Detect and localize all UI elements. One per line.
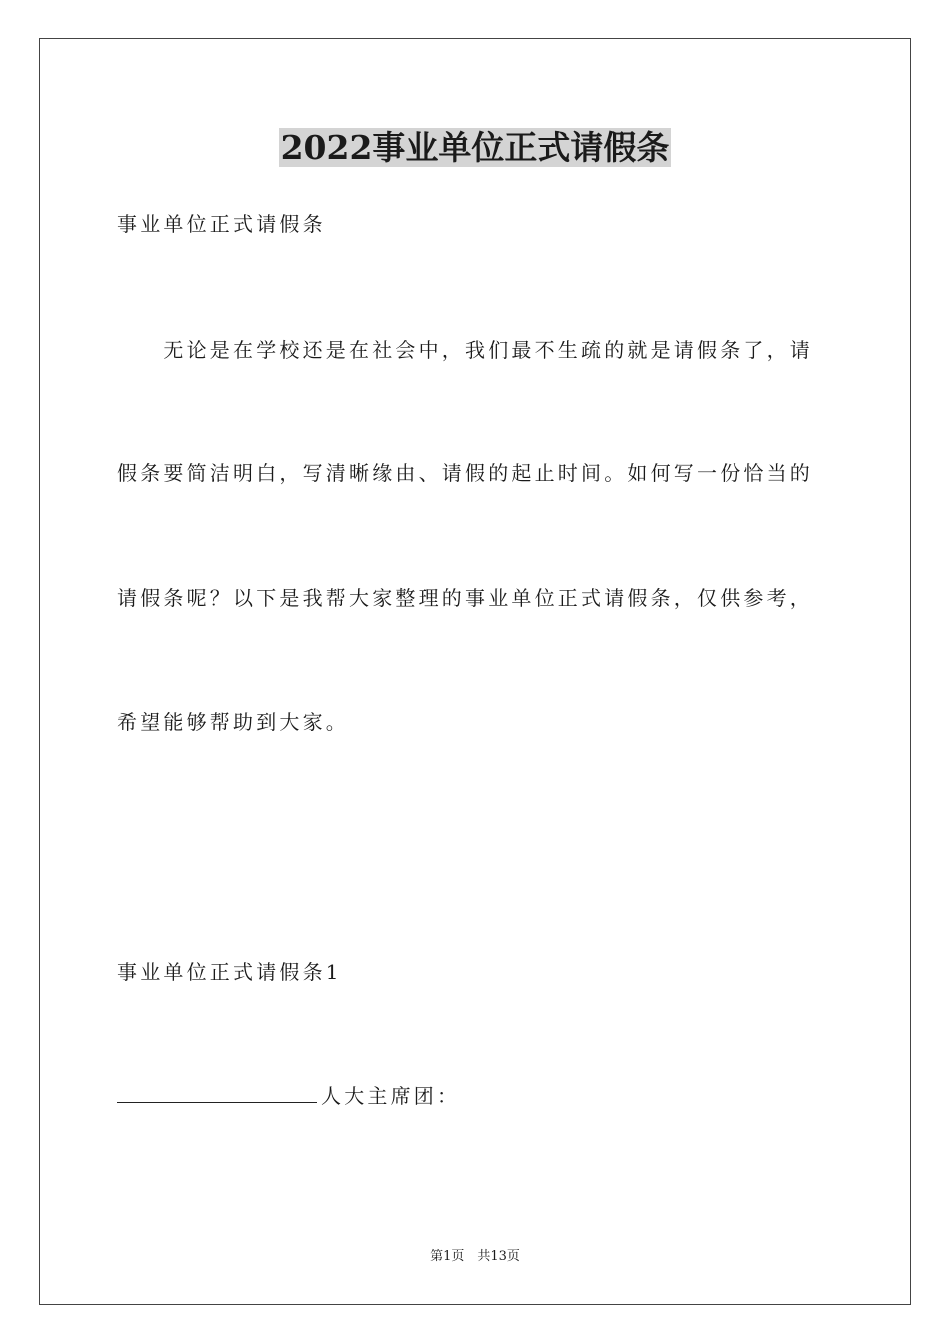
intro-line-1: 无论是在学校还是在社会中，我们最不生疏的就是请假条了，请 [117,338,813,362]
recipient-blank [117,1084,317,1103]
section-heading: 事业单位正式请假条1 [117,960,342,984]
salutation-line [117,1082,460,1110]
document-title-text: 2022事业单位正式请假条 [280,128,670,167]
salutation-text: 人大主席团： [321,1084,461,1108]
intro-line-3: 请假条呢？以下是我帮大家整理的事业单位正式请假条，仅供参考， [117,586,813,610]
document-title [0,126,950,170]
intro-line-2: 假条要简洁明白，写清晰缘由、请假的起止时间。如何写一份恰当的 [117,461,813,485]
subtitle: 事业单位正式请假条 [117,212,326,236]
intro-line-4: 希望能够帮助到大家。 [117,710,349,734]
page-footer: 第1页 共13页 [430,1249,520,1264]
